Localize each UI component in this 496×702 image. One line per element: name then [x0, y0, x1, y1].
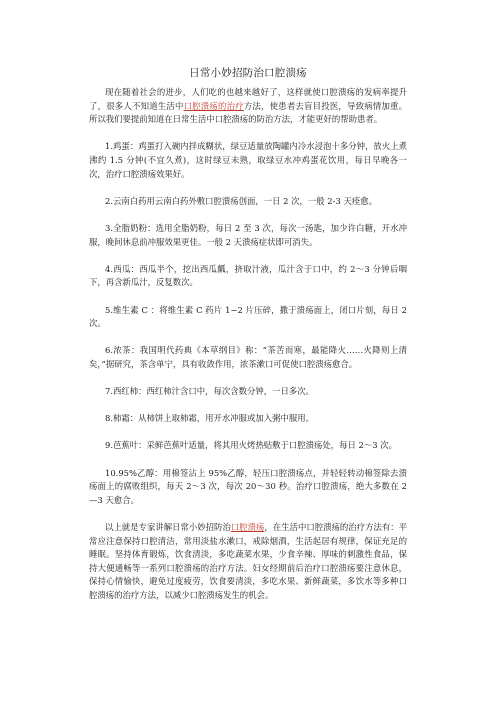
- remedy-item-6: 6.浓茶：我国明代药典《本草纲目》称：“茶苦而寒，最能降火……火降则上清矣，”据研究，茶含单宁，具有收敛作用，浓茶漱口可促使口腔溃疡愈合。: [89, 345, 407, 369]
- intro-link[interactable]: 口腔溃疡的治疗: [183, 100, 244, 111]
- intro-paragraph: [89, 86, 407, 127]
- remedy-item-5: 5.维生素 C ：将维生素 C 药片 1−2 片压碎，撒于溃疡面上，闭口片刻，每日 2 次。: [89, 304, 407, 329]
- remedy-item-10: 10.95%乙醇：用棉签沾上 95%乙醇，轻压口腔溃疡点，并轻轻转动棉签除去溃疡面上的腐败组织，每天 2～3 次，每次 20～30 秒。治疗口腔溃疡，绝大多数在 2—3 天愈合。: [89, 467, 407, 505]
- document-title: 日常小妙招防治口腔溃疡: [189, 67, 307, 79]
- summary-text-before: 以上就是专家讲解日常小妙招防治: [105, 522, 231, 532]
- intro-text-before: 现在随着社会的进步，人们吃的也越来越好了，这样就使口腔溃疡的发病率提升了，很多人不知道生活中: [89, 87, 407, 111]
- summary-link[interactable]: 口腔溃疡: [230, 522, 265, 532]
- summary-paragraph: [89, 521, 407, 603]
- summary-text-after: ，在生活中口腔溃疡的治疗方法有：平常应注意保持口腔清洁，常用淡盐水漱口，戒除烟酒，生活起居有规律，保证充足的睡眠。坚持体育锻炼，饮食清淡，多吃蔬菜水果，少食辛辣、厚味的刺激性食品，保持大便通畅等一系列口腔溃疡的治疗方法。妇女经期前后治疗口腔溃疡要注意休息，保持心情愉快，避免过度疲劳，饮食要清淡，多吃水果、新鲜蔬菜，多饮水等多种口腔溃疡的治疗方法，以减少口腔溃疡发生的机会。: [89, 522, 408, 600]
- remedy-item-3: 3.全脂奶粉：选用全脂奶粉，每日 2 至 3 次，每次一汤匙，加少许白糖，开水冲服，晚间休息前冲服效果更佳。一般 2 天溃疡症状即可消失。: [89, 222, 407, 247]
- remedy-item-9: 9.芭蕉叶：采鲜芭蕉叶适量，将其用火烤热贴敷于口腔溃疡处，每日 2～3 次。: [105, 440, 397, 451]
- document-body: [89, 86, 407, 616]
- remedy-item-2: 2.云南白药用云南白药外敷口腔溃疡创面，一日 2 次，一般 2-3 天痊愈。: [105, 195, 377, 206]
- intro-text-after: 方法，使患者去盲目投医，导致病情加重。所以我们要提前知道在日常生活中口腔溃疡的防治方法，才能更好的帮助患者。: [89, 100, 408, 125]
- remedy-item-7: 7.西红柿：西红柿汁含口中，每次含数分钟，一日多次。: [105, 386, 314, 397]
- remedy-item-8: 8.柿霜：从柿饼上取柿霜，用开水冲服或加入粥中服用。: [105, 413, 314, 424]
- remedy-item-4: 4.西瓜：西瓜半个，挖出西瓜瓤，挤取汁液，瓜汁含于口中，约 2～3 分钟后咽下，再含新瓜汁，反复数次。: [89, 263, 407, 288]
- remedy-item-1: 1.鸡蛋：鸡蛋打入碗内拌成糊状，绿豆适量放陶罐内冷水浸泡十多分钟，放火上煮沸约 1.5 分钟(不宜久煮)，这时绿豆未熟，取绿豆水冲鸡蛋花饮用，每日早晚各一次，治疗口腔溃疡效果好。: [89, 141, 407, 179]
